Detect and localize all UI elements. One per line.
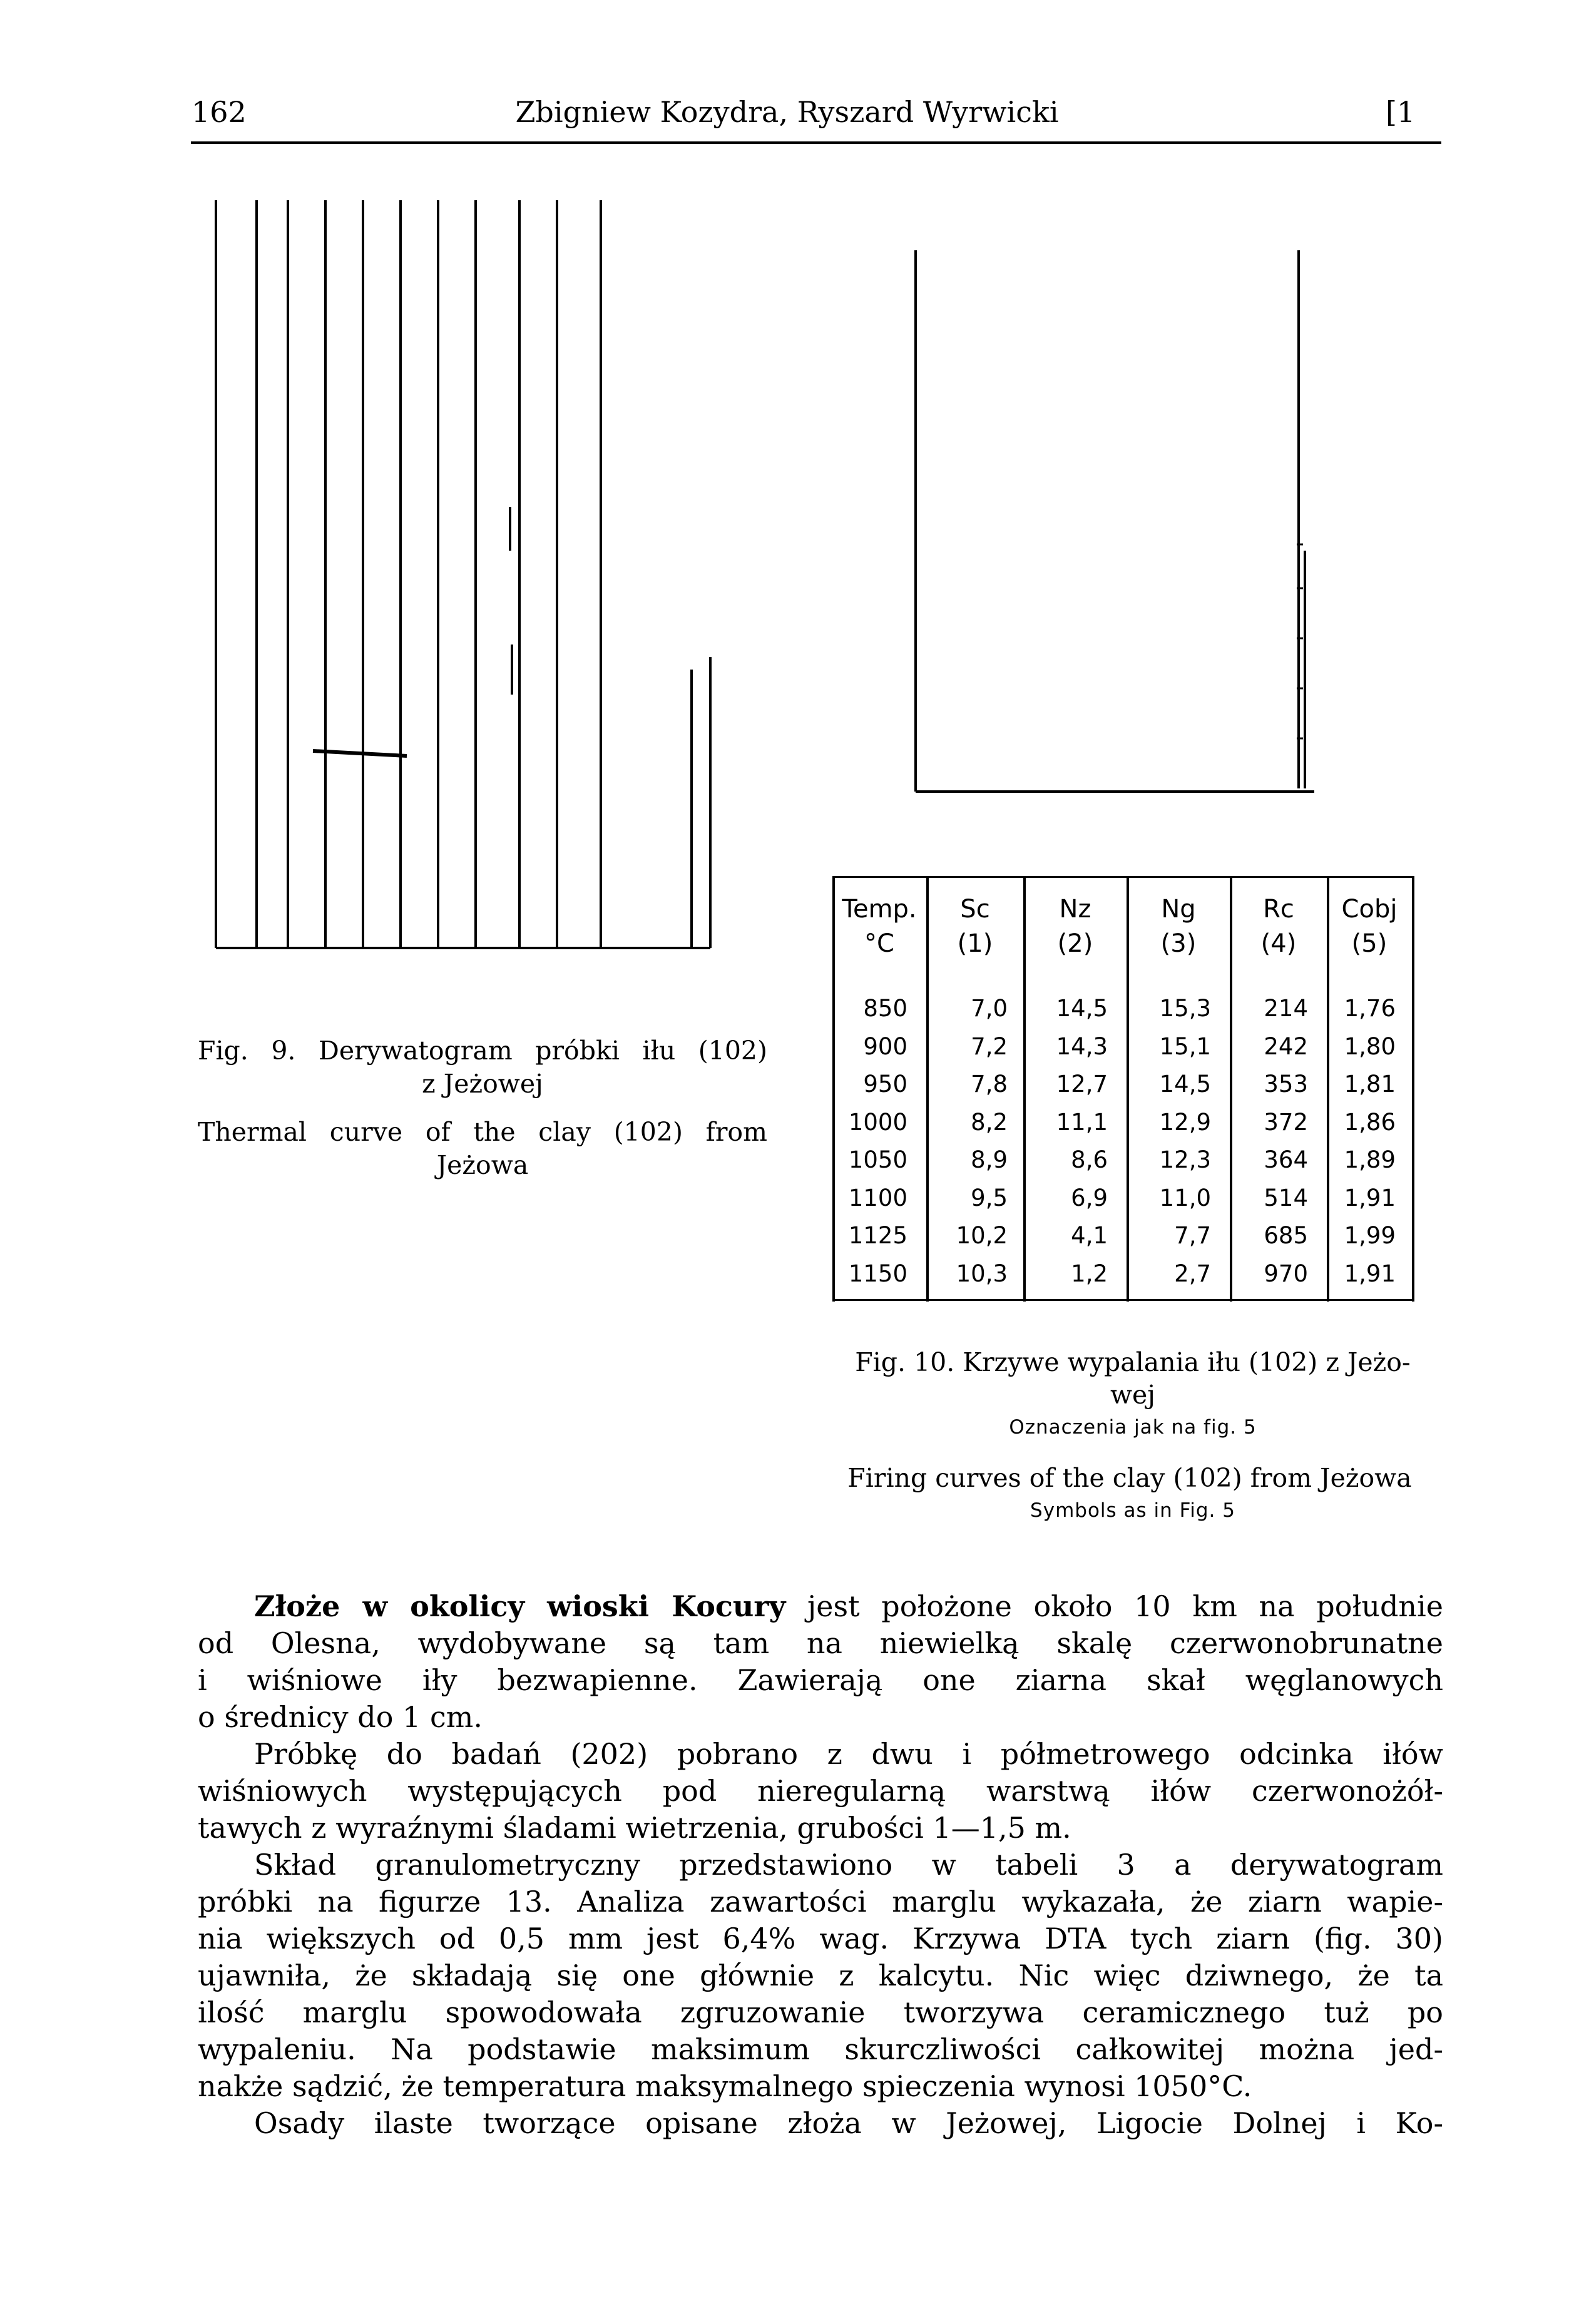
fig10-symbols-en: Symbols as in Fig. 5: [1030, 1499, 1235, 1522]
table-cell: 1,81: [1344, 1071, 1396, 1098]
table-header-symbol: Temp.: [842, 895, 917, 924]
table-cell: 1100: [848, 1184, 907, 1211]
table-header-symbol: Nz: [1059, 895, 1091, 924]
table-cell: 9,5: [971, 1184, 1008, 1211]
text-line: Osady ilaste tworzące opisane złoża w Jeżowej, Ligocie Dolnej i Ko-: [254, 2106, 1443, 2140]
table-cell: 1000: [848, 1108, 907, 1136]
table-cell: 7,2: [971, 1032, 1008, 1060]
table-cell: 8,9: [971, 1146, 1008, 1173]
table-bottom-rule: [832, 1299, 1414, 1301]
paragraph-kocury-deposit: [198, 1588, 1443, 1736]
text-line: próbki na figurze 13. Analiza zawartości marglu wykazała, że ziarn wapie-: [198, 1885, 1443, 1919]
table-cell: 11,0: [1159, 1184, 1211, 1211]
table-header-unit: (3): [1160, 929, 1197, 958]
table-header-unit: (2): [1057, 929, 1093, 958]
table-cell: 15,3: [1159, 995, 1211, 1022]
text-line: tawych z wyraźnymi śladami wietrzenia, grubości 1—1,5 m.: [198, 1811, 1071, 1845]
table-cell: 1,99: [1344, 1222, 1396, 1249]
table-cell: 214: [1264, 995, 1308, 1022]
table-cell: 7,8: [971, 1071, 1008, 1098]
table-cell: 2,7: [1174, 1260, 1211, 1287]
table-cell: 364: [1264, 1146, 1308, 1173]
table-cell: 1,76: [1344, 995, 1396, 1022]
table-cell: 7,7: [1174, 1222, 1211, 1249]
figure10-plot: [914, 250, 1327, 795]
table-cell: 11,1: [1056, 1108, 1108, 1136]
table-cell: 14,5: [1056, 995, 1108, 1022]
table-header-symbol: Sc: [960, 895, 990, 924]
table-header-unit: (1): [957, 929, 993, 958]
paragraph-sample: [198, 1736, 1443, 1847]
table-cell: 1150: [848, 1260, 907, 1287]
deposit-heading: Złoże w okolicy wioski Kocury: [254, 1589, 786, 1623]
text-line: ilość marglu spowodowała zgruzowanie tworzywa ceramicznego tuż po: [198, 1995, 1443, 2029]
table-cell: 353: [1264, 1071, 1308, 1098]
issue-mark: [1: [1386, 95, 1416, 129]
text-line: wiśniowych występujących pod nieregularną warstwą iłów czerwonożół-: [198, 1774, 1443, 1808]
table-cell: 1,91: [1344, 1184, 1396, 1211]
table-cell: 1050: [848, 1146, 907, 1173]
fig10-caption-pl-line2: wej: [1110, 1380, 1156, 1410]
table-header-symbol: Rc: [1263, 895, 1294, 924]
table-cell: 8,2: [971, 1108, 1008, 1136]
figure9-derivatogram: [207, 194, 720, 957]
table-header-symbol: Ng: [1161, 895, 1196, 924]
table-header-unit: (5): [1351, 929, 1387, 958]
table-cell: 1,86: [1344, 1108, 1396, 1136]
text-line: nia większych od 0,5 mm jest 6,4% wag. Krzywa DTA tych ziarn (fig. 30): [198, 1922, 1443, 1955]
table-cell: 10,2: [956, 1222, 1008, 1249]
fig9-caption-en-line1: Thermal curve of the clay (102) from: [198, 1117, 767, 1147]
table-cell: 14,5: [1159, 1071, 1211, 1098]
fig10-symbols-pl: Oznaczenia jak na fig. 5: [1009, 1416, 1257, 1439]
table-cell: 1,89: [1344, 1146, 1396, 1173]
table-cell: 1,91: [1344, 1260, 1396, 1287]
fig10-caption-en: Firing curves of the clay (102) from Jeżowa: [847, 1463, 1412, 1493]
text-line: od Olesna, wydobywane są tam na niewielką skalę czerwonobrunatne: [198, 1626, 1443, 1660]
text-line: Skład granulometryczny przedstawiono w tabeli 3 a derywatogram: [254, 1848, 1443, 1882]
table-cell: 372: [1264, 1108, 1308, 1136]
header-rule: [191, 141, 1441, 144]
table-cell: 685: [1264, 1222, 1308, 1249]
table-cell: 4,1: [1071, 1222, 1108, 1249]
table-cell: 6,9: [1071, 1184, 1108, 1211]
table-header-symbol: Cobj: [1341, 895, 1398, 924]
fig10-caption-pl-line1: Fig. 10. Krzywe wypalania iłu (102) z Jeżo-: [855, 1347, 1411, 1377]
table-cell: 8,6: [1071, 1146, 1108, 1173]
table-cell: 14,3: [1056, 1032, 1108, 1060]
fig9-caption-pl-line2: z Jeżowej: [422, 1069, 543, 1099]
table-header-unit: (4): [1260, 929, 1297, 958]
table-header-unit: °C: [864, 929, 894, 958]
paragraph-composition: [198, 1847, 1443, 2105]
table-cell: 12,7: [1056, 1071, 1108, 1098]
table-cell: 950: [863, 1071, 907, 1098]
paragraph-deposits: [198, 2105, 1443, 2142]
table-cell: 970: [1264, 1260, 1308, 1287]
page-number: 162: [192, 95, 247, 129]
text-run: jest położone około 10 km na południe: [785, 1589, 1443, 1623]
table-cell: 1,2: [1071, 1260, 1108, 1287]
fig9-caption-pl-line1: Fig. 9. Derywatogram próbki iłu (102): [198, 1036, 767, 1066]
table-cell: 900: [863, 1032, 907, 1060]
table-cell: 850: [863, 995, 907, 1022]
text-line: ujawniła, że składają się one głównie z kalcytu. Nic więc dziwnego, że ta: [198, 1959, 1443, 1992]
running-head: Zbigniew Kozydra, Ryszard Wyrwicki: [515, 95, 1059, 129]
text-line: nakże sądzić, że temperatura maksymalnego spieczenia wynosi 1050°C.: [198, 2069, 1252, 2103]
table-cell: 1125: [848, 1222, 907, 1249]
table-cell: 12,9: [1159, 1108, 1211, 1136]
text-line: o średnicy do 1 cm.: [198, 1700, 483, 1734]
text-line: Próbkę do badań (202) pobrano z dwu i półmetrowego odcinka iłów: [254, 1737, 1443, 1771]
table-cell: 514: [1264, 1184, 1308, 1211]
text-line: i wiśniowe iły bezwapienne. Zawierają one ziarna skał węglanowych: [198, 1663, 1443, 1697]
firing-data-table: [832, 876, 1414, 1302]
table-cell: 15,1: [1159, 1032, 1211, 1060]
table-cell: 12,3: [1159, 1146, 1211, 1173]
text-line: [198, 1588, 1443, 1625]
table-cell: 7,0: [971, 995, 1008, 1022]
table-cell: 10,3: [956, 1260, 1008, 1287]
table-cell: 1,80: [1344, 1032, 1396, 1060]
fig9-caption-en-line2: Jeżowa: [436, 1150, 529, 1180]
text-line: wypaleniu. Na podstawie maksimum skurczliwości całkowitej można jed-: [198, 2032, 1443, 2066]
table-cell: 242: [1264, 1032, 1308, 1060]
